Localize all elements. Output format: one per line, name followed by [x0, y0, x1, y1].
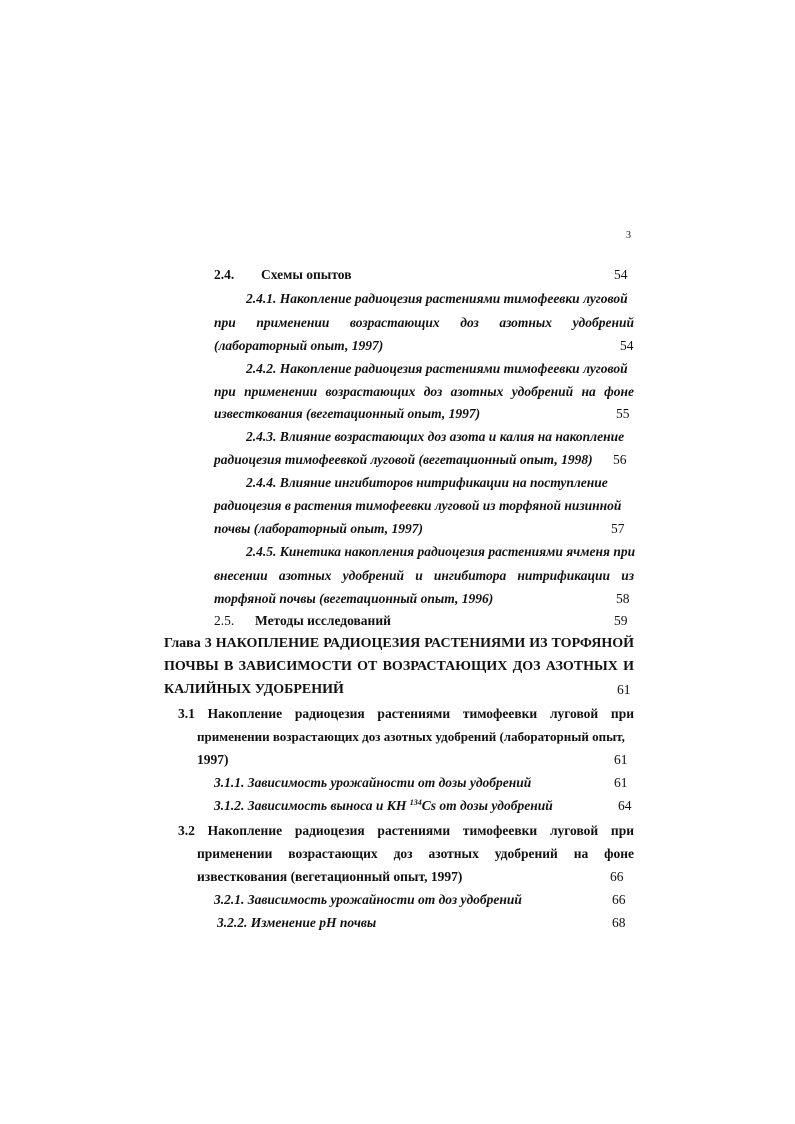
toc-entry-2-4-5-line-2: внесении азотных удобрений и ингибитора нитрификации из [214, 568, 634, 583]
toc-entry-2-4-2-line-1: 2.4.2. Накопление радиоцезия растениями тимофеевки луговой [246, 361, 628, 376]
isotope-mass-number: 134 [409, 798, 422, 807]
toc-entry-title-rest: Cs от дозы удобрений [421, 798, 553, 813]
toc-entry-3-2-1: 3.2.1. Зависимость урожайности от доз удобрений [214, 892, 522, 907]
toc-entry-2-4-3-line-1: 2.4.3. Влияние возрастающих доз азота и калия на накопление [246, 429, 625, 444]
toc-page-number: 68 [612, 915, 626, 930]
toc-page-number: 61 [617, 682, 631, 697]
toc-entry-2-4-3-line-2: радиоцезия тимофеевкой луговой (вегетационный опыт, 1998) [214, 452, 593, 467]
toc-entry-3-2-line-3: известкования (вегетационный опыт, 1997) [197, 869, 463, 884]
toc-entry-3-1-line-1: 3.1 Накопление радиоцезия растениями тимофеевки луговой при [178, 706, 634, 721]
toc-page-number: 57 [611, 521, 625, 536]
toc-entry-number: 2.4. [214, 267, 235, 282]
toc-entry-2-4-5-line-3: торфяной почвы (вегетационный опыт, 1996) [214, 591, 494, 606]
toc-entry-number: 2.5. [214, 613, 235, 628]
toc-entry-2-4-1-line-3: (лабораторный опыт, 1997) [214, 338, 384, 353]
toc-entry-2-4-4-line-3: почвы (лабораторный опыт, 1997) [214, 521, 424, 536]
toc-entry-2-4-5-line-1: 2.4.5. Кинетика накопления радиоцезия растениями ячменя при [246, 544, 636, 559]
toc-page-number: 61 [614, 752, 628, 767]
toc-entry-3-2-line-2: применении возрастающих доз азотных удобрений на фоне [197, 846, 634, 861]
toc-entry-3-2-2: 3.2.2. Изменение рН почвы [217, 915, 377, 930]
toc-page-number: 66 [610, 869, 624, 884]
toc-entry-title: Методы исследований [255, 613, 391, 628]
toc-entry-3-1-line-2: применении возрастающих доз азотных удобрений (лабораторный опыт, [197, 729, 625, 744]
toc-entry-2-4-2-line-2: при применении возрастающих доз азотных удобрений на фоне [214, 384, 634, 399]
toc-entry-2-4-1-line-2: при применении возрастающих доз азотных удобрений [214, 315, 634, 330]
toc-entry-2-4-4-line-1: 2.4.4. Влияние ингибиторов нитрификации на поступление [246, 475, 608, 490]
toc-entry-2-4-1-line-1: 2.4.1. Накопление радиоцезия растениями тимофеевки луговой [246, 291, 628, 306]
toc-page-number: 66 [612, 892, 626, 907]
toc-page-number: 58 [616, 591, 630, 606]
toc-entry-title: 3.1.2. Зависимость выноса и КН [214, 798, 410, 813]
chapter-3-heading-line-2: ПОЧВЫ В ЗАВИСИМОСТИ ОТ ВОЗРАСТАЮЩИХ ДОЗ АЗОТНЫХ И [164, 659, 634, 674]
toc-page-number: 54 [614, 267, 628, 282]
toc-entry-3-1-2 [214, 797, 553, 814]
toc-entry-3-1-line-3: 1997) [197, 752, 229, 767]
toc-page-number: 59 [614, 613, 628, 628]
toc-page-number: 64 [618, 798, 632, 813]
chapter-3-heading-line-3: КАЛИЙНЫХ УДОБРЕНИЙ [164, 682, 344, 697]
toc-page-number: 54 [620, 338, 634, 353]
toc-entry-3-1-1: 3.1.1. Зависимость урожайности от дозы удобрений [214, 775, 532, 790]
toc-page-number: 56 [613, 452, 627, 467]
toc-entry-title: Схемы опытов [261, 267, 352, 282]
toc-entry-2-4-2-line-3: известкования (вегетационный опыт, 1997) [214, 406, 481, 421]
page-number: 3 [626, 230, 631, 241]
toc-page-number: 55 [616, 406, 630, 421]
toc-entry-3-2-line-1: 3.2 Накопление радиоцезия растениями тимофеевки луговой при [178, 823, 634, 838]
toc-entry-2-4-4-line-2: радиоцезия в растения тимофеевки луговой из торфяной низинной [214, 498, 622, 513]
toc-entry-2-4 [214, 266, 352, 283]
toc-entry-2-5 [214, 612, 391, 629]
chapter-3-heading-line-1: Глава 3 НАКОПЛЕНИЕ РАДИОЦЕЗИЯ РАСТЕНИЯМИ ИЗ ТОРФЯНОЙ [164, 636, 634, 651]
toc-page-number: 61 [614, 775, 628, 790]
